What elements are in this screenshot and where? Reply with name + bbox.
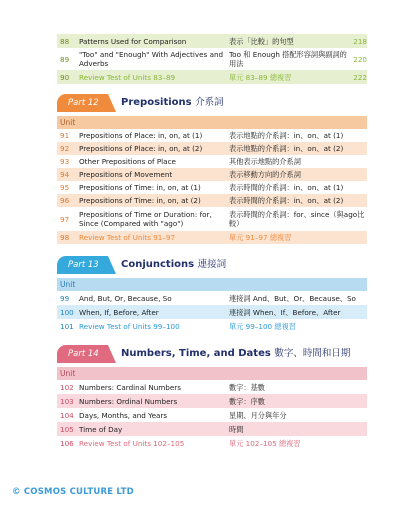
unit-column-header: Unit [57,116,367,129]
unit-title-zh: 數字：序數 [229,396,265,406]
unit-title-zh: 表示移動方向的介系詞 [229,170,301,179]
unit-title-en: Review Test of Units 99–100 [79,321,180,331]
part-title [121,347,350,361]
unit-number: 94 [60,170,70,179]
part-tab: Part 14 [57,345,108,363]
toc-row-review[interactable] [57,231,367,244]
unit-title-en: Prepositions of Time or Duration: for, Since (Compared with "ago") [79,210,212,228]
unit-title-en: Review Test of Units 91–97 [79,233,176,242]
toc-row-review[interactable] [57,319,367,333]
toc-row[interactable] [57,48,367,70]
unit-number: 88 [60,36,70,46]
toc-row-review[interactable] [57,70,367,84]
unit-number: 106 [60,438,74,448]
unit-column-header: Unit [57,278,367,291]
part-14-section [57,345,367,450]
unit-number: 100 [60,307,74,317]
unit-title-zh: 單元 99–100 總複習 [229,321,296,331]
part-title-zh: 介系詞 [195,97,224,108]
unit-title-en: Prepositions of Time: in, on, at (2) [79,196,201,205]
unit-number: 92 [60,144,70,153]
unit-number: 99 [60,293,70,303]
unit-number: 96 [60,196,70,205]
unit-title-en: Prepositions of Place: in, on, at (2) [79,144,203,153]
unit-number: 91 [60,131,70,140]
toc-row[interactable] [57,181,367,194]
unit-title-zh: 單元 102–105 總複習 [229,438,301,448]
part-title-zh: 數字、時間和日期 [274,348,351,359]
part-tab: Part 13 [57,256,108,274]
unit-title-en: When, If, Before, After [79,307,159,317]
toc-row[interactable] [57,129,367,142]
unit-title-zh: 表示時間的介系詞：in、on、at (1) [229,183,344,192]
toc-row[interactable] [57,194,367,207]
unit-title-en: Prepositions of Time: in, on, at (1) [79,183,201,192]
unit-title-zh: 表示時間的介系詞：in、on、at (2) [229,196,344,205]
unit-column-header: Unit [57,367,367,380]
toc-row[interactable] [57,380,367,394]
unit-title-zh: 數字：基數 [229,382,265,392]
page-number: 218 [353,36,367,46]
unit-title-zh: 單元 91–97 總複習 [229,233,292,242]
unit-title-zh: 表示「比較」的句型 [229,36,294,46]
unit-title-en: Numbers: Ordinal Numbers [79,396,178,406]
unit-title-zh: 連接詞 When、If、Before、After [229,307,341,317]
unit-number: 90 [60,72,70,82]
unit-title-zh: 表示時間的介系詞：for、since（與ago比較） [229,210,365,228]
unit-title-zh: 時間 [229,424,244,434]
unit-title-zh: Too 和 Enough 搭配形容詞與副詞的用法 [229,50,347,68]
copyright-notice: © COSMOS CULTURE LTD [12,487,134,497]
unit-number: 89 [60,54,70,64]
part-header [57,345,367,365]
toc-row[interactable] [57,155,367,168]
unit-number: 105 [60,424,74,434]
unit-title-en: Days, Months, and Years [79,410,168,420]
part-tab: Part 12 [57,94,108,112]
part-title-en: Prepositions [121,97,192,108]
toc-row-review[interactable] [57,436,367,450]
unit-number: 95 [60,183,70,192]
page-number: 222 [353,72,367,82]
part-title [121,96,224,110]
unit-number: 93 [60,157,70,166]
unit-number: 97 [60,214,70,224]
unit-title-en: Prepositions of Movement [79,170,173,179]
part-header [57,94,367,114]
unit-title-en: Other Prepositions of Place [79,157,176,166]
unit-title-zh: 連接詞 And、But、Or、Because、So [229,293,356,303]
unit-title-en: Prepositions of Place: in, on, at (1) [79,131,203,140]
unit-title-en: Time of Day [79,424,123,434]
toc-row[interactable] [57,207,367,231]
unit-title-en: "Too" and "Enough" With Adjectives and Adverbs [79,50,224,68]
unit-number: 103 [60,396,74,406]
unit-title-zh: 表示地點的介系詞：in、on、at (2) [229,144,344,153]
toc-row[interactable] [57,305,367,319]
unit-title-en: And, But, Or, Because, So [79,293,172,303]
unit-title-zh: 表示地點的介系詞：in、on、at (1) [229,131,344,140]
page-number: 220 [353,54,367,64]
part-title-en: Conjunctions [121,259,195,270]
unit-number: 104 [60,410,74,420]
toc-row[interactable] [57,394,367,408]
unit-title-zh: 單元 83–89 總複習 [229,72,292,82]
toc-row[interactable] [57,34,367,48]
part-12-section [57,94,367,244]
unit-title-en: Review Test of Units 102–105 [79,438,185,448]
toc-sheet [57,34,367,450]
unit-title-en: Patterns Used for Comparison [79,36,187,46]
part-header [57,256,367,276]
unit-title-zh: 星期、月分與年分 [229,410,287,420]
part-13-section [57,256,367,333]
unit-number: 102 [60,382,74,392]
toc-row[interactable] [57,142,367,155]
unit-number: 101 [60,321,74,331]
unit-title-zh: 其他表示地點的介系詞 [229,157,301,166]
unit-number: 98 [60,233,70,242]
part-title [121,258,226,272]
toc-row[interactable] [57,422,367,436]
part-title-zh: 連接詞 [197,259,227,270]
toc-row[interactable] [57,168,367,181]
previous-part-rows [57,34,367,84]
unit-title-en: Review Test of Units 83–89 [79,72,176,82]
part-title-en: Numbers, Time, and Dates [121,348,271,359]
unit-title-en: Numbers: Cardinal Numbers [79,382,181,392]
toc-row[interactable] [57,291,367,305]
toc-row[interactable] [57,408,367,422]
